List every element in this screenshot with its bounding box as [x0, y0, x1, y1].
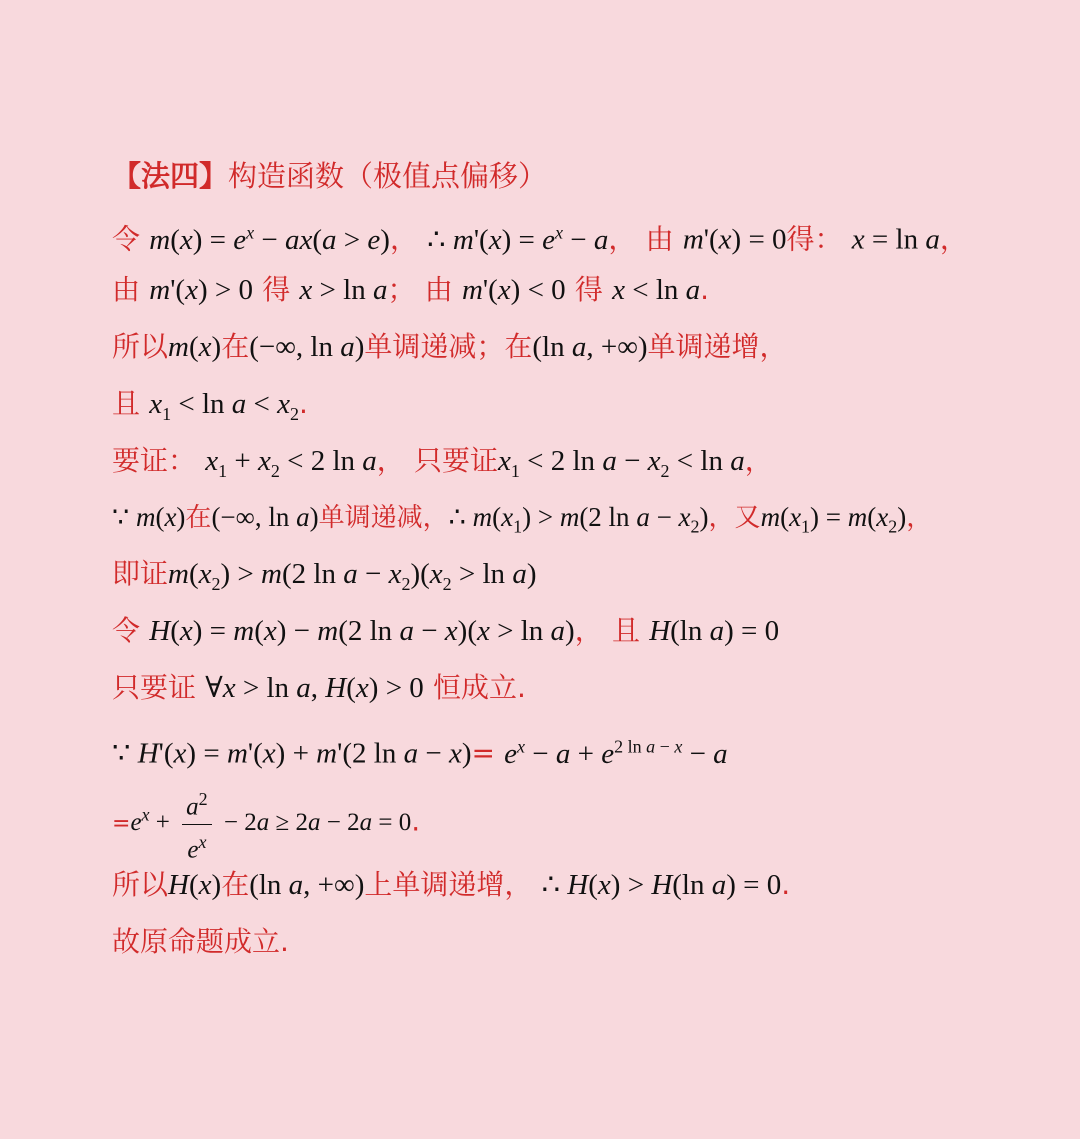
formula: $m(x_1) = m(x_2)$ [760, 502, 907, 537]
formula: x > ln a [299, 274, 388, 306]
method-heading [112, 156, 547, 196]
formula: $e^x - a + e^{2 ln a - x} - a$ [504, 736, 728, 770]
proof-line-8 [112, 610, 779, 651]
formula: ∴ $m'(x) = e^x - a$ [427, 222, 609, 256]
text: 在 [221, 868, 250, 901]
formula: H(x) [168, 869, 222, 901]
formula: $m(x) = e^x - ax(a > e)$ [149, 222, 390, 256]
text: 只要证 [414, 444, 499, 477]
text: 单调递减， [318, 503, 449, 533]
text: 得： [786, 222, 843, 256]
proof-line-7 [112, 553, 536, 604]
text: ， [376, 444, 405, 477]
formula: H(ln a) = 0 [649, 615, 780, 647]
text: ， [744, 444, 773, 477]
formula: ∴ H(x) > H(ln a) = 0 [541, 869, 782, 901]
text: . [411, 804, 421, 838]
text: 要证： [112, 444, 197, 477]
formula: $x_1 + x_2 < 2$ ln a [205, 445, 377, 481]
formula: m'(x) > 0 [149, 274, 253, 306]
proof-line-1 [112, 212, 968, 260]
proof-line-5 [112, 440, 773, 491]
text: 在 [185, 503, 212, 533]
proof-line-10 [112, 726, 728, 774]
text: 恒成立. [433, 671, 526, 704]
text: = [471, 736, 495, 770]
formula: (−∞, ln a) [249, 331, 365, 363]
formula: m(x) [168, 331, 222, 363]
text: 又 [734, 503, 761, 533]
text: 得 [574, 273, 603, 306]
text: 由 [645, 222, 674, 256]
heading-bracket-close: 】 [199, 159, 229, 193]
text: ， [939, 222, 968, 256]
text: ， [389, 222, 418, 256]
text: ， [574, 614, 603, 647]
proof-line-4 [112, 383, 308, 434]
text: . [700, 273, 710, 306]
text: . [299, 387, 308, 420]
formula: ∴ $m(x_1) > m(2$ $\ln a - x_2$) [448, 502, 709, 537]
text: 单调递增， [647, 330, 788, 363]
heading-bracket-open: 【 [112, 159, 142, 193]
formula: $x_1 < \ln a < x_2$ [149, 388, 300, 424]
text: 且 [611, 614, 640, 647]
formula: m'(x) < 0 [461, 274, 566, 306]
proof-line-6 [112, 497, 932, 546]
text: 所以 [112, 330, 169, 363]
formula: (ln a, +∞) [249, 869, 365, 901]
text: 由 [112, 273, 141, 306]
proof-line-2 [112, 269, 709, 310]
formula: ∵ m(x) [112, 502, 186, 532]
proof-line-12 [112, 864, 790, 905]
proof-line-13 [112, 921, 289, 962]
text: = [112, 811, 131, 837]
fraction: $\frac{a^2}{e^x}$ [182, 782, 212, 868]
text: ， [906, 503, 933, 533]
heading-title: 构造函数（极值点偏移） [228, 159, 548, 193]
formula: ∵ H'(x) = m'(x) + m'(2 ln a − x) [112, 737, 472, 770]
text: 只要证 [112, 671, 197, 704]
formula: (−∞, ln a) [211, 502, 319, 532]
text: ； [387, 273, 416, 306]
text: ， [708, 503, 735, 533]
text: 且 [112, 387, 141, 420]
text: 令 [112, 222, 141, 256]
heading-method: 法四 [141, 159, 200, 193]
text: . [781, 868, 791, 901]
text: 所以 [112, 868, 169, 901]
text: 由 [424, 273, 453, 306]
formula: x < ln a [612, 274, 701, 306]
formula: $x_1 < 2$ $\ln a - x_2 < \ln a$ [498, 445, 745, 481]
formula: H(x) = m(x) − m(2 ln a − x)(x > ln a) [149, 615, 575, 647]
text: 得 [262, 273, 291, 306]
formula: (ln a, +∞) [532, 331, 648, 363]
text: 令 [112, 614, 141, 647]
formula: m'(x) = 0 [682, 223, 787, 256]
proof-line-11 [112, 780, 420, 867]
formula: ∀x > ln a, H(x) > 0 [205, 672, 424, 704]
text: ， [608, 222, 637, 256]
text: 即证 [112, 557, 169, 590]
formula: $m(x_2) > m(2$ $\ln a - x_2)(x_2 > \ln a)$ [168, 558, 537, 594]
proof-line-9 [112, 667, 526, 708]
text: 上单调递增， [364, 868, 533, 901]
text: 故原命题成立. [112, 925, 289, 958]
text: 单调递减；在 [364, 330, 533, 363]
text: 在 [221, 330, 250, 363]
formula: $e^x$ + $\frac{a^2}{e^x}$ − 2a ≥ 2a − 2a = 0 [130, 809, 411, 836]
formula: x = ln a [851, 223, 940, 256]
proof-line-3 [112, 326, 788, 367]
